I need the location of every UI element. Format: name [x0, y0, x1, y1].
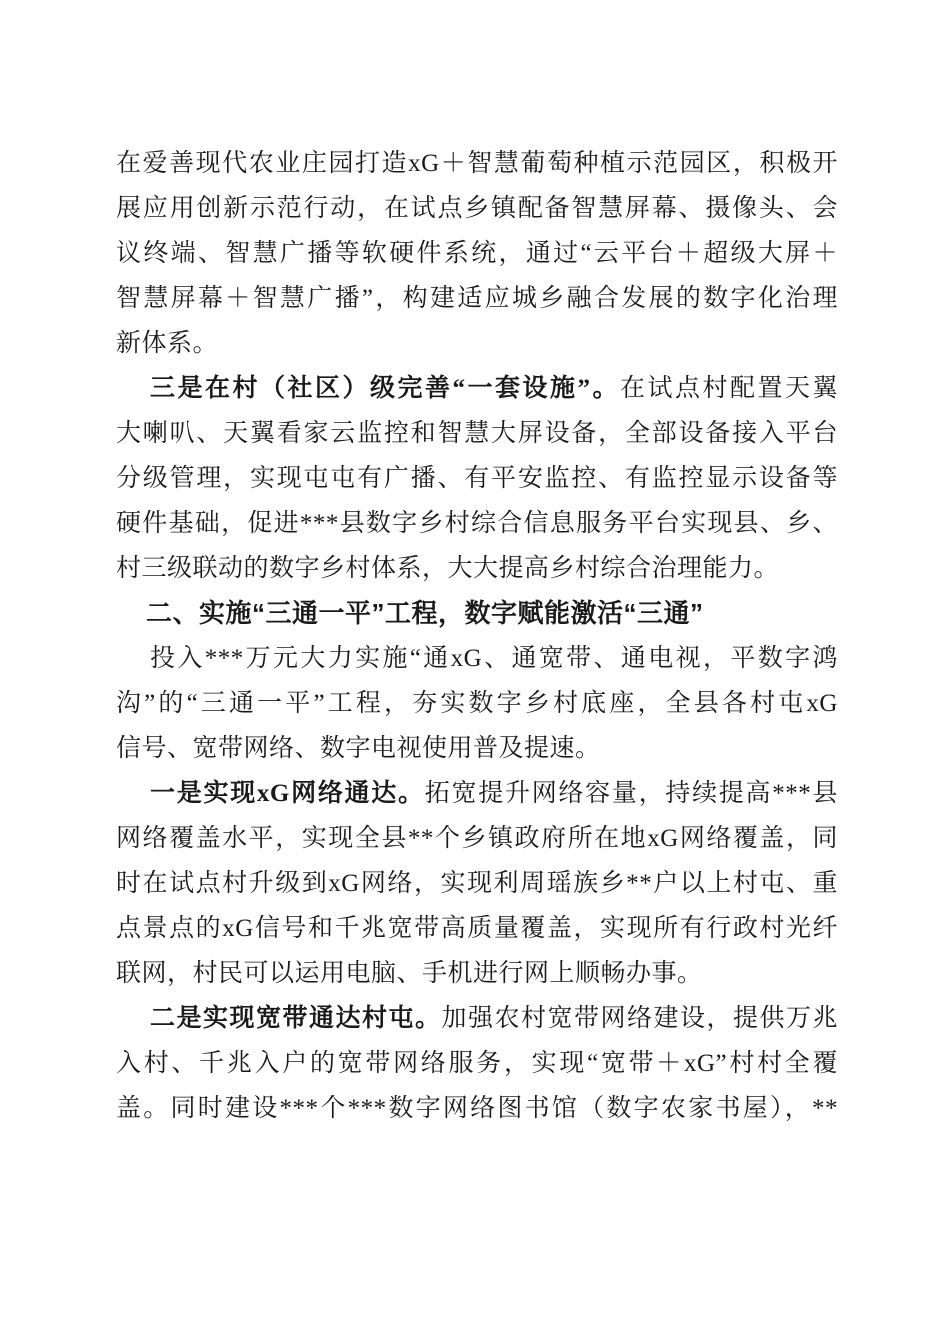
paragraph-lead-bold: 二是实现宽带通达村屯。: [150, 1005, 442, 1032]
text-line: 联网，村民可以运用电脑、手机进行网上顺畅办事。: [116, 960, 703, 987]
text-line: 新体系。: [116, 330, 219, 357]
paragraph-three-links-project: [116, 636, 838, 771]
text-line: 分级管理，实现屯屯有广播、有平安监控、有监控显示设备等: [116, 465, 838, 492]
text-line: [116, 366, 838, 411]
text-line: 信号、宽带网络、数字电视使用普及提速。: [116, 735, 601, 762]
text-line: 沟”的“三通一平”工程，夯实数字乡村底座，全县各村屯xG: [116, 690, 838, 717]
text-line: 盖。同时建设***个***数字网络图书馆（数字农家书屋），**: [116, 1095, 838, 1122]
text-line: 点景点的xG信号和千兆宽带高质量覆盖，实现所有行政村光纤: [116, 915, 838, 942]
text-line: 网络覆盖水平，实现全县**个乡镇政府所在地xG网络覆盖，同: [116, 825, 838, 852]
text-line: 展应用创新示范行动，在试点乡镇配备智慧屏幕、摄像头、会: [116, 195, 838, 222]
text-line: 投入***万元大力实施“通xG、通宽带、通电视，平数字鸿: [150, 645, 838, 672]
paragraph-lead-rest: 加强农村宽带网络建设，提供万兆: [441, 1005, 838, 1032]
text-line: 议终端、智慧广播等软硬件系统，通过“云平台＋超级大屏＋: [116, 240, 838, 267]
paragraph-lead-bold: 一是实现xG网络通达。: [150, 780, 425, 807]
text-line: [116, 996, 838, 1041]
text-line: 村三级联动的数字乡村体系，大大提高乡村综合治理能力。: [116, 555, 780, 582]
document-body: [116, 141, 838, 1131]
text-line: 硬件基础，促进***县数字乡村综合信息服务平台实现县、乡、: [116, 510, 838, 537]
text-line: 在爱善现代农业庄园打造xG＋智慧葡萄种植示范园区，积极开: [116, 150, 838, 177]
paragraph-broadband: [116, 996, 838, 1131]
paragraph-lead-rest: 拓宽提升网络容量，持续提高***县: [424, 780, 838, 807]
paragraph-xg-network: [116, 771, 838, 996]
text-line: 智慧屏幕＋智慧广播”，构建适应城乡融合发展的数字化治理: [116, 285, 838, 312]
text-line: 入村、千兆入户的宽带网络服务，实现“宽带＋xG”村村全覆: [116, 1050, 838, 1077]
paragraph-lead-bold: 三是在村（社区）级完善“一套设施”。: [150, 375, 620, 402]
section-heading-two: 二、实施“三通一平”工程，数字赋能激活“三通”: [146, 598, 704, 628]
paragraph-village-facilities: [116, 366, 838, 591]
paragraph-smart-agriculture: [116, 141, 838, 366]
text-line: [116, 771, 838, 816]
text-line: 时在试点村升级到xG网络，实现利周瑶族乡**户以上村屯、重: [116, 870, 838, 897]
text-line: 大喇叭、天翼看家云监控和智慧大屏设备，全部设备接入平台: [116, 420, 838, 447]
paragraph-lead-rest: 在试点村配置天翼: [619, 375, 838, 402]
